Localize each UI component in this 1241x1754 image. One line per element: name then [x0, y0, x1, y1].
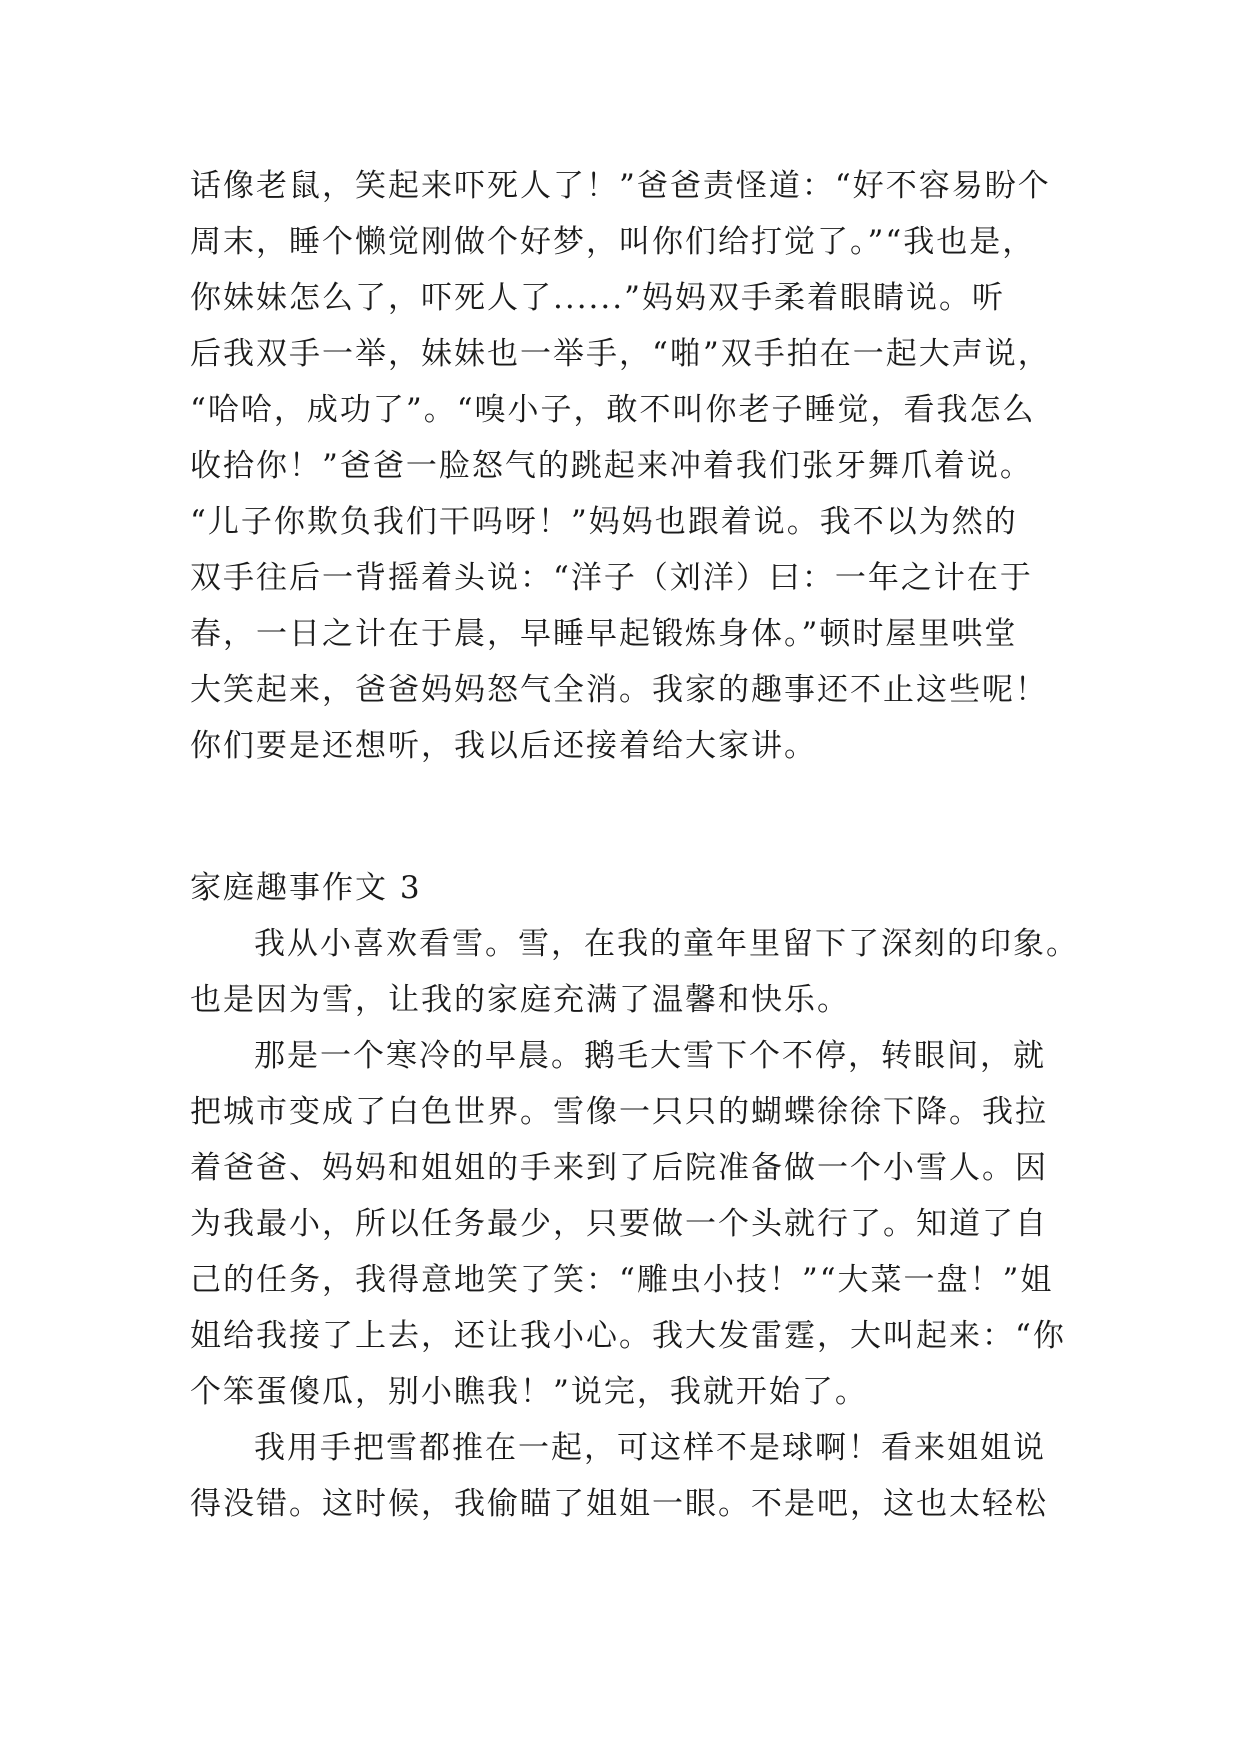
text-line: 周末，睡个懒觉刚做个好梦，叫你们给打觉了。”“我也是，: [190, 224, 1036, 260]
text-line: 个笨蛋傻瓜，别小瞧我！”说完，我就开始了。: [190, 1374, 868, 1410]
text-line: 也是因为雪，让我的家庭充满了温馨和快乐。: [190, 982, 850, 1018]
text-line: 那是一个寒冷的早晨。鹅毛大雪下个不停，转眼间，就: [254, 1038, 1046, 1074]
text-line: 得没错。这时候，我偷瞄了姐姐一眼。不是吧，这也太轻松: [190, 1486, 1048, 1522]
text-line: 把城市变成了白色世界。雪像一只只的蝴蝶徐徐下降。我拉: [190, 1094, 1048, 1130]
text-line: 收拾你！”爸爸一脸怒气的跳起来冲着我们张牙舞爪着说。: [190, 448, 1033, 484]
essay-3-title: 家庭趣事作文 3: [190, 870, 422, 906]
text-line: 双手往后一背摇着头说：“洋子（刘洋）曰：一年之计在于: [190, 560, 1033, 596]
text-line: “儿子你欺负我们干吗呀！”妈妈也跟着说。我不以为然的: [190, 504, 1018, 540]
text-line: 你们要是还想听，我以后还接着给大家讲。: [190, 728, 817, 764]
text-line: 你妹妹怎么了，吓死人了......”妈妈双手柔着眼睛说。听: [190, 280, 1005, 316]
text-line: 我从小喜欢看雪。雪，在我的童年里留下了深刻的印象。: [254, 926, 1079, 962]
essay-3-body: [190, 916, 1090, 1532]
continuation-paragraph: [190, 158, 1090, 774]
text-line: 话像老鼠，笑起来吓死人了！”爸爸责怪道：“好不容易盼个: [190, 168, 1051, 204]
text-line: 己的任务，我得意地笑了笑：“雕虫小技！”“大菜一盘！”姐: [190, 1262, 1054, 1298]
text-line: 后我双手一举，妹妹也一举手，“啪”双手拍在一起大声说，: [190, 336, 1051, 372]
text-line: 春，一日之计在于晨，早睡早起锻炼身体。”顿时屋里哄堂: [190, 616, 1018, 652]
text-line: 我用手把雪都推在一起，可这样不是球啊！看来姐姐说: [254, 1430, 1046, 1466]
text-line: 着爸爸、妈妈和姐姐的手来到了后院准备做一个小雪人。因: [190, 1150, 1048, 1186]
text-line: 为我最小，所以任务最少，只要做一个头就行了。知道了自: [190, 1206, 1048, 1242]
text-line: 大笑起来，爸爸妈妈怒气全消。我家的趣事还不止这些呢！: [190, 672, 1048, 708]
text-line: 姐给我接了上去，还让我小心。我大发雷霆，大叫起来：“你: [190, 1318, 1066, 1354]
text-line: “哈哈，成功了”。“嗅小子，敢不叫你老子睡觉，看我怎么: [190, 392, 1036, 428]
